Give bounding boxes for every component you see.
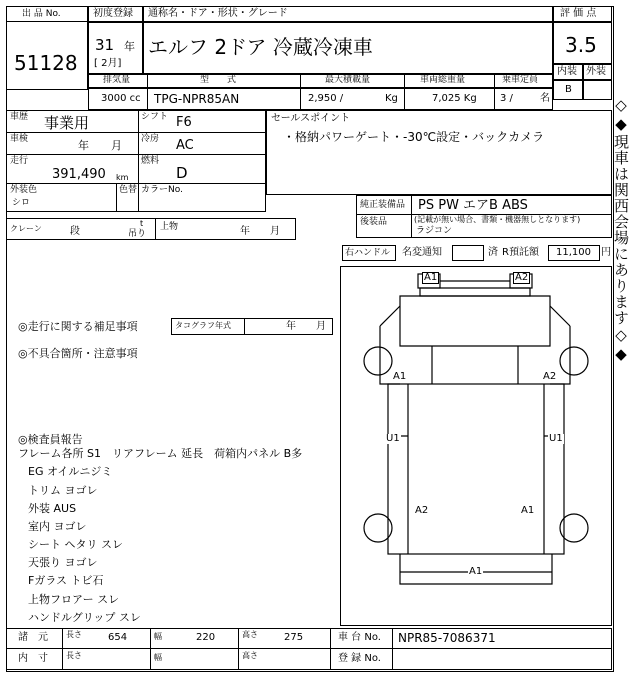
drive-notes-label: ◎走行に関する補足事項: [18, 320, 138, 333]
inspector-line: 上物フロアー スレ: [28, 593, 120, 606]
interior-grade: B: [565, 84, 572, 95]
shift-value: F6: [176, 115, 192, 130]
disp-label: 排気量: [103, 75, 131, 85]
divider: [404, 74, 405, 110]
recycle-yen: 円: [601, 247, 611, 258]
inspector-line: 室内 ヨゴレ: [28, 520, 87, 533]
crane-label: クレーン: [10, 224, 42, 233]
inspector-line: EG オイルニジミ: [28, 465, 113, 478]
after-equip-value: ラジコン: [416, 226, 453, 236]
name-change-label: 名変通知: [402, 247, 442, 258]
chassis-value: NPR85-7086371: [398, 631, 496, 645]
lot-number: 51128: [14, 51, 78, 75]
crane-hang: 吊り: [128, 229, 147, 239]
inspector-line: フレーム各所 S1 リアフレーム 延長 荷箱内パネル B多: [18, 447, 303, 460]
tacho-value: 年 月: [286, 321, 326, 332]
defect-notes-label: ◎不具合箇所・注意事項: [18, 347, 138, 360]
gross-weight: 7,025 Kg: [432, 93, 477, 104]
recycle-done: 済: [488, 247, 498, 258]
height-label: 高さ: [242, 630, 258, 639]
color-label: 外装色: [10, 185, 38, 195]
reg-label: 初度登録: [93, 8, 133, 19]
damage-mark: A1: [521, 505, 535, 516]
ac-label: 冷房: [141, 134, 160, 144]
width-label: 幅: [154, 632, 162, 641]
divider: [238, 628, 239, 670]
model-type: TPG-NPR85AN: [154, 92, 240, 106]
divider: [116, 183, 117, 212]
crane-stage: 段: [70, 226, 80, 237]
right-handle-label: 右ハンドル: [345, 248, 391, 258]
cap-label: 乗車定員: [502, 75, 539, 85]
sales-point-label: セールスポイント: [271, 113, 351, 124]
upper-label: 上物: [160, 222, 179, 232]
inner-dims-label: 内 寸: [18, 653, 48, 664]
mileage-unit: km: [116, 173, 129, 182]
displacement: 3000 cc: [101, 93, 141, 104]
reg-year-unit: 年: [124, 40, 135, 53]
divider: [155, 218, 156, 240]
divider: [150, 628, 151, 670]
exterior-cell: [583, 80, 612, 100]
damage-mark: A2: [543, 371, 557, 382]
inspector-line: シート ヘタリ スレ: [28, 538, 123, 551]
type-label: 型 式: [200, 75, 237, 85]
divider: [300, 74, 301, 110]
crane-ton: t: [140, 219, 144, 228]
divider: [6, 183, 266, 184]
inspector-line: 外装 AUS: [28, 502, 77, 515]
max-load: 2,950 /: [308, 93, 344, 104]
reg-month: [ 2月]: [94, 58, 122, 69]
divider: [244, 318, 245, 335]
reg-year: 31: [95, 36, 115, 54]
width-label: 幅: [154, 653, 162, 662]
height-value: 275: [284, 632, 304, 643]
upper-value: 年 月: [240, 226, 280, 237]
length-label: 長さ: [66, 630, 82, 639]
name-label: 通称名・ドア・形状・グレード: [148, 8, 288, 19]
tacho-label: タコグラフ年式: [175, 321, 231, 330]
inspection-value: 年 月: [78, 139, 122, 152]
interior-label: 内装: [557, 66, 577, 77]
max-load-unit: Kg: [385, 93, 398, 104]
history-value: 事業用: [44, 114, 90, 132]
inspector-line: ハンドルグリップ スレ: [28, 611, 141, 624]
damage-mark: A2: [515, 272, 529, 283]
inspector-label: ◎検査員報告: [18, 433, 83, 446]
length-value: 654: [108, 632, 128, 643]
shift-label: シフト: [141, 112, 169, 122]
inspector-line: 天張り ヨゴレ: [28, 556, 98, 569]
divider: [494, 74, 495, 110]
ac-value: AC: [176, 138, 194, 153]
fuel-value: D: [176, 164, 188, 182]
length-label: 長さ: [66, 651, 82, 660]
color-value: シロ: [12, 198, 31, 208]
exterior-label: 外装: [586, 66, 606, 77]
std-equip-label: 純正装備品: [360, 200, 406, 210]
sales-point-text: ・格納パワーゲート・-30℃設定・バックカメラ: [283, 130, 545, 144]
capacity: 3 /: [500, 93, 513, 104]
damage-mark: A1: [424, 272, 438, 283]
after-equip-note: (記載が無い場合、書類・機器無しとなります): [414, 215, 581, 224]
recycle-amount: 11,100: [556, 247, 591, 258]
divider: [138, 110, 139, 212]
name-change-box: [452, 245, 484, 261]
reg-no-label: 登 録 No.: [338, 653, 381, 664]
vehicle-name: エルフ 2ドア 冷蔵冷凍車: [148, 35, 373, 59]
damage-mark: A1: [469, 566, 483, 577]
height-label: 高さ: [242, 651, 258, 660]
side-location-note: ◇◆現車は関西会場にあります◇◆: [612, 96, 630, 364]
spec-label-row: [88, 74, 553, 88]
colorno2-label: カラーNo.: [141, 185, 183, 195]
divider: [392, 628, 393, 670]
divider: [330, 628, 331, 670]
footer-row-1: [6, 628, 612, 649]
grade-label: 評 価 点: [560, 8, 597, 19]
inspector-line: トリム ヨゴレ: [28, 484, 98, 497]
divider: [6, 154, 266, 155]
damage-mark: U1: [386, 433, 400, 444]
damage-mark: A1: [393, 371, 407, 382]
grade-score: 3.5: [565, 33, 597, 57]
dims-label: 諸 元: [18, 632, 48, 643]
damage-mark: A2: [415, 505, 429, 516]
chassis-label: 車 台 No.: [338, 632, 381, 643]
history-label: 車歴: [10, 112, 29, 122]
divider: [6, 132, 266, 133]
gross-label: 車両総重量: [420, 75, 466, 85]
load-label: 最大積載量: [325, 75, 371, 85]
damage-mark: U1: [549, 433, 563, 444]
fuel-label: 燃料: [141, 156, 160, 166]
std-equip-value: PS PW エアB ABS: [418, 198, 528, 213]
after-equip-label: 後装品: [360, 217, 388, 227]
colorno-label: 色替: [119, 185, 138, 195]
footer-row-2: [6, 648, 612, 670]
mileage-value: 391,490: [52, 167, 106, 182]
divider: [147, 74, 148, 110]
capacity-unit: 名: [540, 93, 550, 104]
recycle-label: R預託額: [502, 247, 539, 258]
inspection-label: 車検: [10, 134, 29, 144]
inspector-line: Fガラス トビ石: [28, 574, 104, 587]
width-value: 220: [196, 632, 216, 643]
divider: [62, 628, 63, 670]
lot-label: 出 品 No.: [22, 9, 61, 19]
mileage-label: 走行: [10, 156, 29, 166]
